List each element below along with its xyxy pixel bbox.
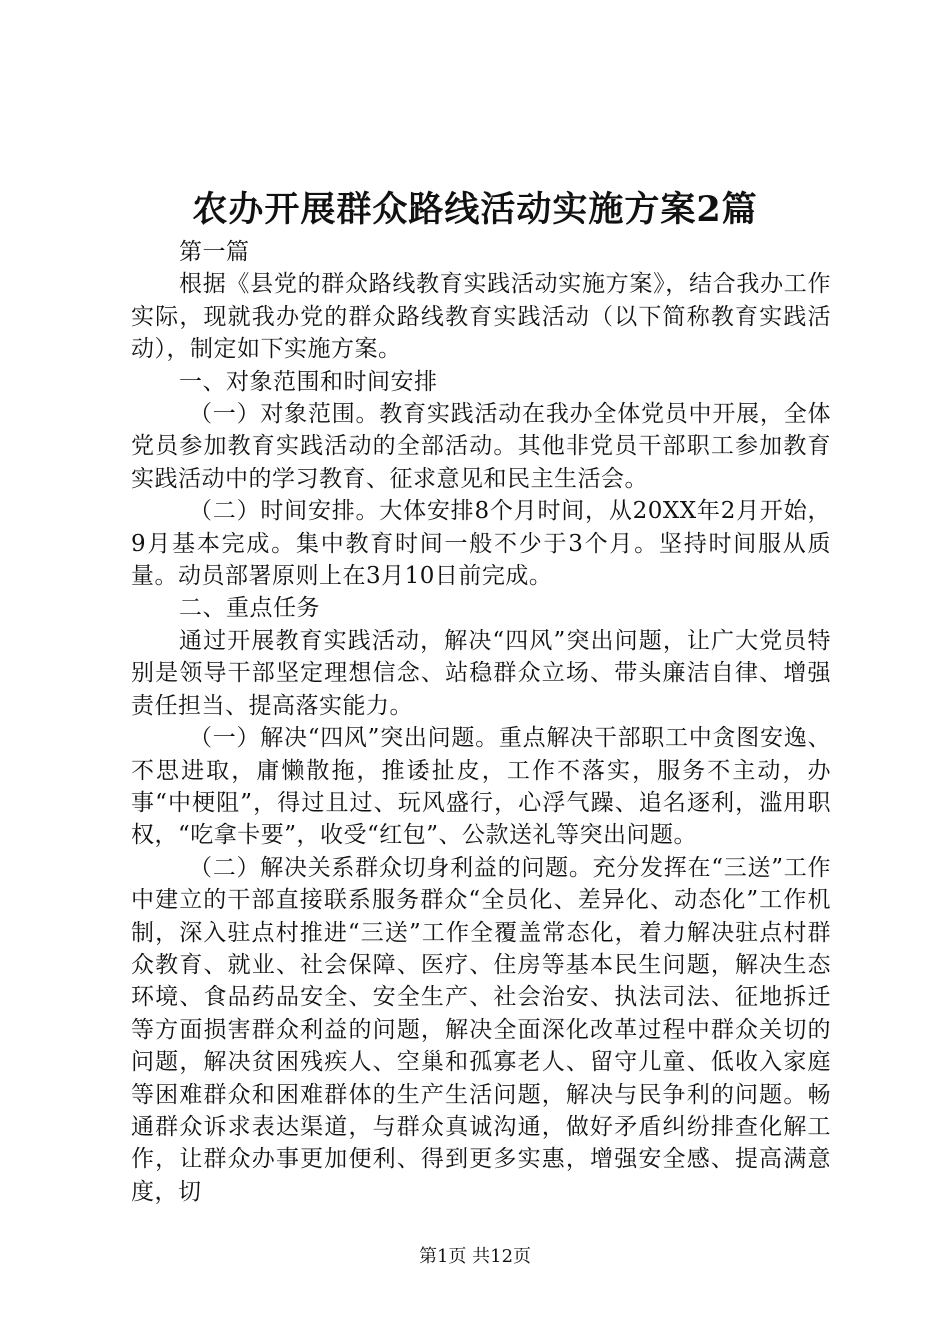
section-heading-key-tasks: 二、重点任务 bbox=[179, 595, 320, 622]
document-title: 农办开展群众路线活动实施方案2篇 bbox=[192, 189, 758, 230]
paragraph-key-tasks-intro: 通过开展教育实践活动，解决“四风”突出问题，让广大党员特别是领导干部坚定理想信念、站稳群众立场、带头廉洁自律、增强责任担当、提高落实能力。 bbox=[131, 627, 831, 719]
section-heading-part-one: 第一篇 bbox=[179, 239, 250, 265]
paragraph-four-winds: （一）解决“四风”突出问题。重点解决干部职工中贪图安逸、不思进取，庸懒散拖，推诿扯皮，工作不落实，服务不主动，办事“中梗阻”，得过且过、玩风盛行，心浮气躁、追名逐利，滥用职权，“吃拿卡要”，收受“红包”、公款送礼等突出问题。 bbox=[131, 725, 831, 849]
page-number-footer: 第1页 共12页 bbox=[418, 1246, 532, 1267]
intro-paragraph: 根据《县党的群众路线教育实践活动实施方案》，结合我办工作实际，现就我办党的群众路线教育实践活动（以下简称教育实践活动），制定如下实施方案。 bbox=[131, 271, 831, 363]
paragraph-public-interests: （二）解决关系群众切身利益的问题。充分发挥在“三送”工作中建立的干部直接联系服务群众“全员化、差异化、动态化”工作机制，深入驻点村推进“三送”工作全覆盖常态化，着力解决驻点村群众教育、就业、社会保障、医疗、住房等基本民生问题，解决生态环境、食品药品安全、安全生产、社会治安、执法司法、征地拆迁等方面损害群众利益的问题，解决全面深化改革过程中群众关切的问题，解决贫困残疾人、空巢和孤寡老人、留守儿童、低收入家庭等困难群众和困难群体的生产生活问题，解决与民争利的问题。畅通群众诉求表达渠道，与群众真诚沟通，做好矛盾纠纷排查化解工作，让群众办事更加便利、得到更多实惠，增强安全感、提高满意度，切 bbox=[131, 854, 831, 1205]
paragraph-schedule: （二）时间安排。大体安排8个月时间，从20XX年2月开始，9月基本完成。集中教育时间一般不少于3个月。坚持时间服从质量。动员部署原则上在3月10日前完成。 bbox=[131, 498, 831, 590]
paragraph-scope: （一）对象范围。教育实践活动在我办全体党员中开展，全体党员参加教育实践活动的全部活动。其他非党员干部职工参加教育实践活动中的学习教育、征求意见和民主生活会。 bbox=[131, 401, 831, 492]
section-heading-scope-schedule: 一、对象范围和时间安排 bbox=[179, 368, 438, 395]
document-body bbox=[131, 236, 831, 1208]
